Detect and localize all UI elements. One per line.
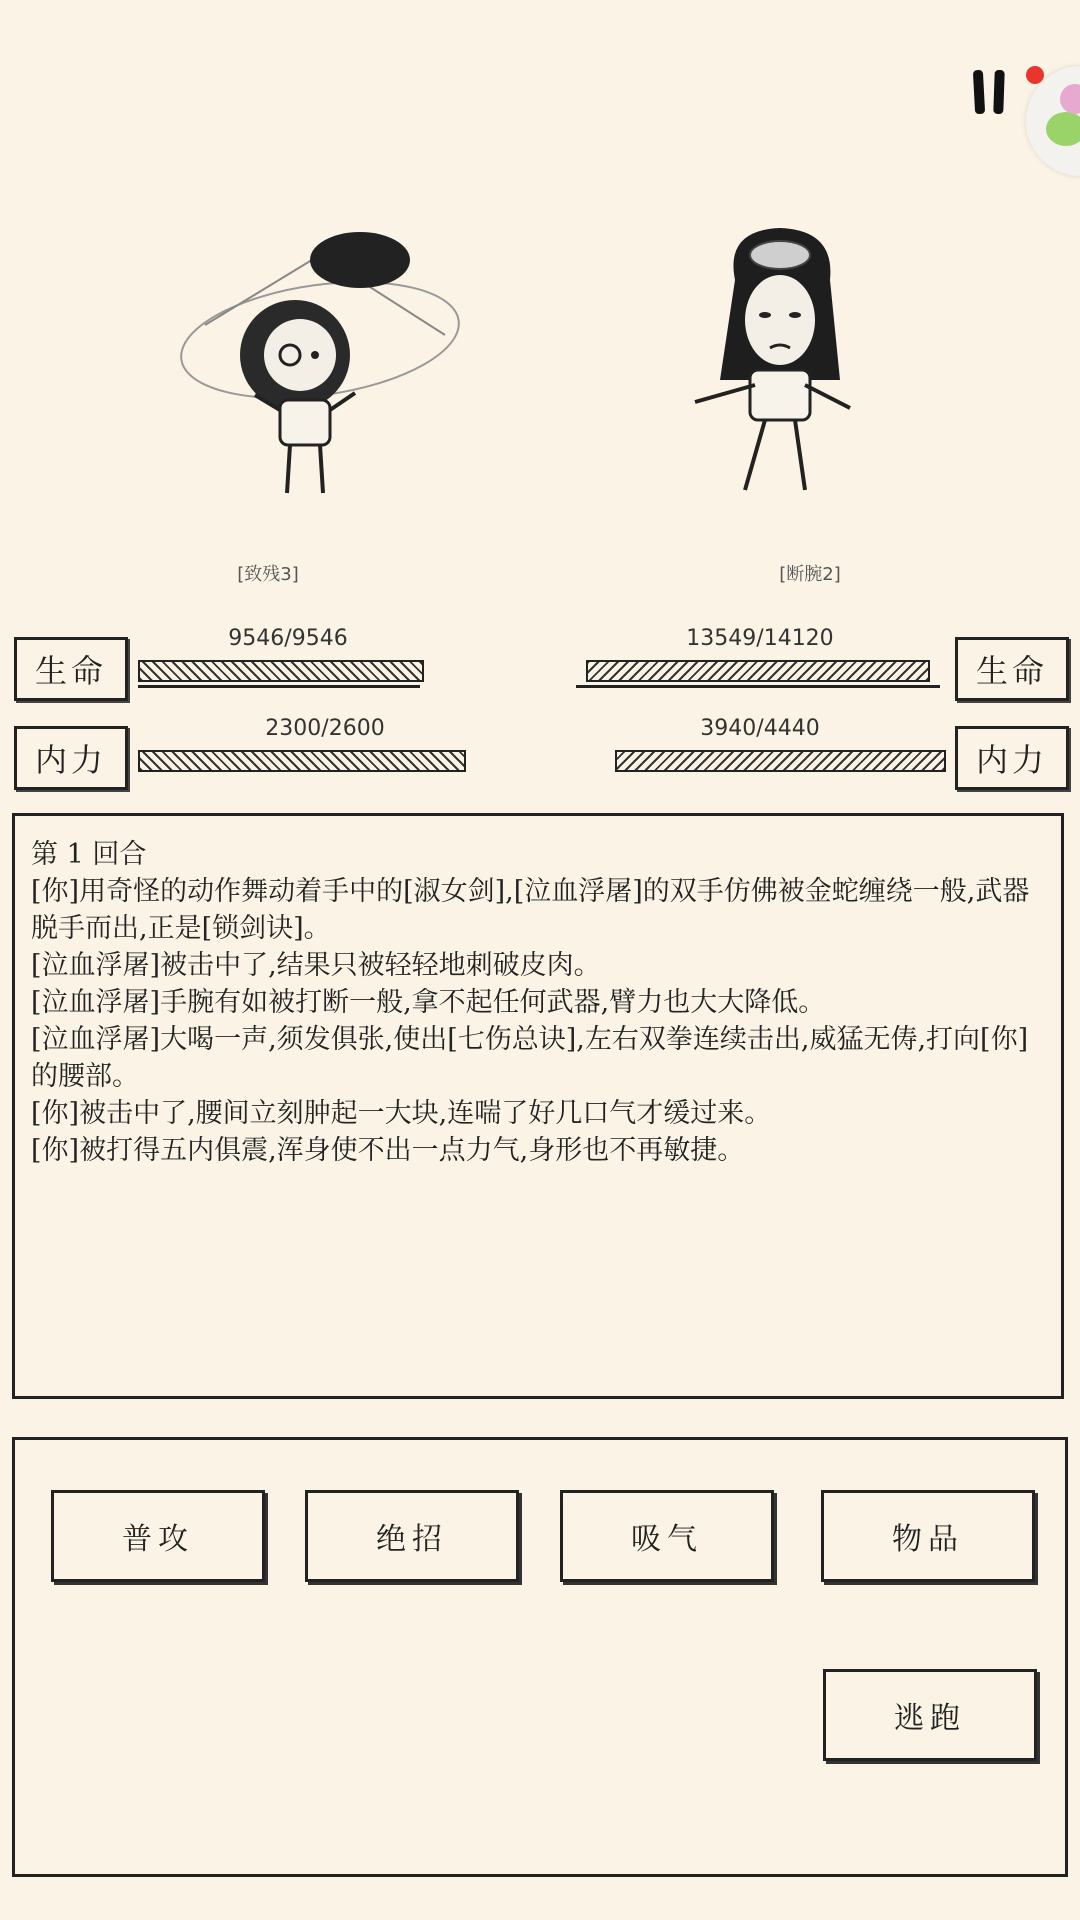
flee-button[interactable]: 逃跑 [823, 1669, 1037, 1761]
player-mp-text: 2300/2600 [265, 716, 385, 741]
log-line: [你]用奇怪的动作舞动着手中的[淑女剑],[泣血浮屠]的双手仿佛被金蛇缠绕一般,武器脱手而出,正是[锁剑诀]。 [31, 876, 1030, 944]
enemy-mp-text: 3940/4440 [700, 716, 820, 741]
action-panel [12, 1437, 1068, 1877]
log-line: [泣血浮屠]大喝一声,须发俱张,使出[七伤总诀],左右双拳连续击出,威猛无俦,打向[你]的腰部。 [31, 1024, 1029, 1092]
enemy-hp-bar [586, 660, 930, 682]
enemy-character [680, 220, 880, 500]
attack-button[interactable]: 普攻 [51, 1490, 265, 1582]
skill-button[interactable]: 绝招 [305, 1490, 519, 1582]
player-hp-label: 生命 [14, 637, 128, 701]
enemy-hp-label: 生命 [955, 637, 1069, 701]
player-mp-label: 内力 [14, 726, 128, 790]
enemy-hp-text: 13549/14120 [686, 626, 834, 651]
log-line: [你]被击中了,腰间立刻肿起一大块,连喘了好几口气才缓过来。 [31, 1098, 772, 1129]
enemy-status-label: [断腕2] [779, 564, 841, 585]
player-mp-bar [138, 750, 466, 772]
player-status-label: [致残3] [237, 564, 299, 585]
items-button[interactable]: 物品 [821, 1490, 1035, 1582]
enemy-mp-label: 内力 [955, 726, 1069, 790]
log-line: [泣血浮屠]被击中了,结果只被轻轻地刺破皮肉。 [31, 950, 601, 981]
player-hp-bar [138, 660, 424, 682]
player-hp-bar-track [138, 685, 420, 688]
battle-log[interactable] [12, 813, 1064, 1399]
notification-dot [1026, 66, 1044, 84]
enemy-mp-bar [615, 750, 946, 772]
enemy-hp-bar-track [576, 685, 940, 688]
player-hp-text: 9546/9546 [228, 626, 348, 651]
log-line: 第 1 回合 [31, 839, 147, 870]
log-line: [泣血浮屠]手腕有如被打断一般,拿不起任何武器,臂力也大大降低。 [31, 987, 826, 1018]
log-line: [你]被打得五内俱震,浑身使不出一点力气,身形也不再敏捷。 [31, 1135, 745, 1166]
player-character [175, 215, 465, 505]
breathe-button[interactable]: 吸气 [560, 1490, 774, 1582]
pause-icon[interactable] [968, 70, 1012, 114]
